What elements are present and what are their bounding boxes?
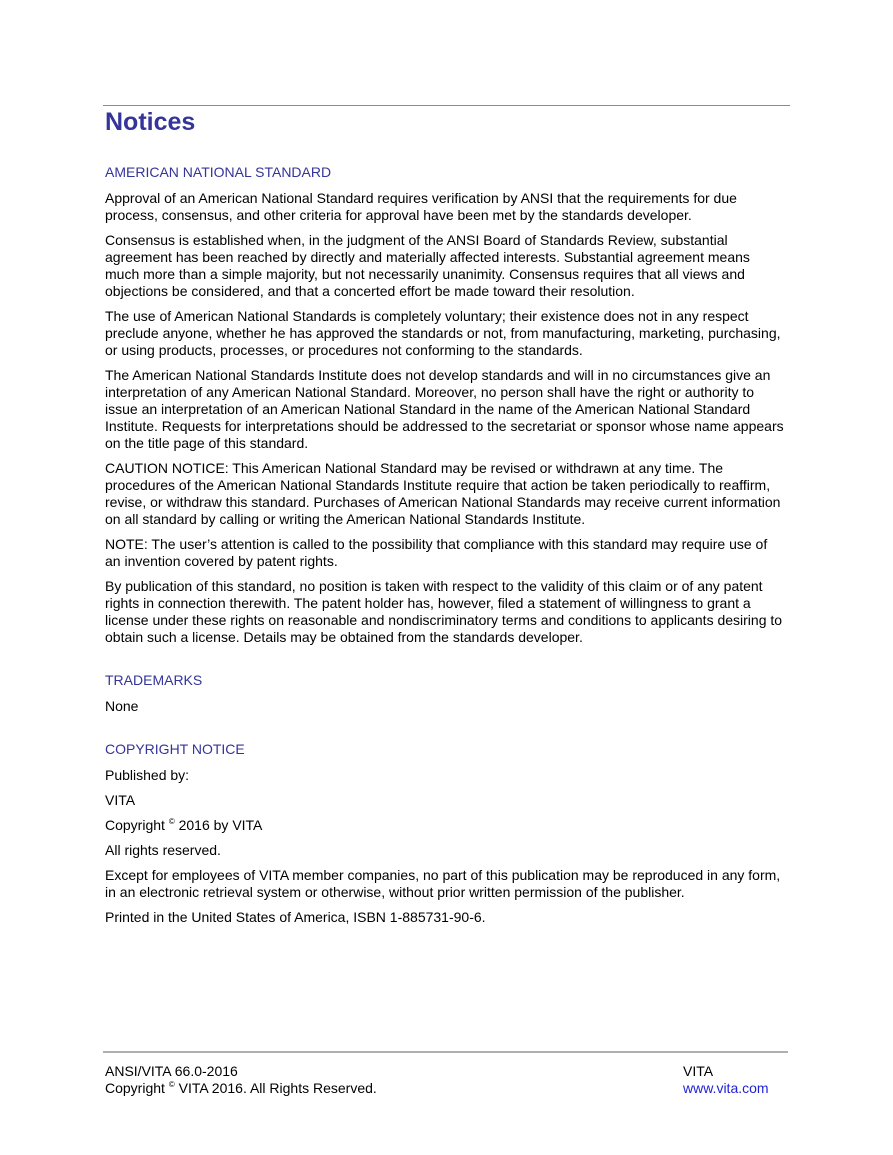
copyright-publisher: VITA xyxy=(105,792,136,808)
copyright-rights: All rights reserved. xyxy=(105,842,221,858)
footer-org: VITA xyxy=(683,1063,714,1079)
ans-paragraph-note: NOTE: The user’s attention is called to the possibility that compliance with this standard may require use of an invention covered by patent rights. xyxy=(105,536,768,569)
header-rule xyxy=(103,105,790,106)
copyright-prefix: Copyright xyxy=(105,817,169,833)
ans-paragraph-interpretation: The American National Standards Institute does not develop standards and will in no circumstances give an interpretation of any American National Standard. Moreover, no person shall have the right or authority to issue an interpretation of an American National Standard in the name of the American National Standard Institute. Requests for interpretations should be addressed to the secretariat or sponsor whose name appears on the title page of this standard. xyxy=(105,367,784,451)
footer-left xyxy=(105,1063,377,1097)
ans-paragraph-patent: By publication of this standard, no position is taken with respect to the validity of this claim or of any patent rights in connection therewith. The patent holder has, however, filed a statement of willingness to grant a license under these rights on reasonable and nondiscriminatory terms and conditions to applicants desiring to obtain such a license. Details may be obtained from the standards developer. xyxy=(105,578,783,645)
page-title: Notices xyxy=(105,108,196,136)
copyright-suffix: 2016 by VITA xyxy=(174,817,263,833)
ans-paragraph-approval: Approval of an American National Standard requires verification by ANSI that the requirements for due process, consensus, and other criteria for approval have been met by the standards developer. xyxy=(105,190,737,223)
footer-right xyxy=(683,1063,769,1097)
ans-paragraph-consensus: Consensus is established when, in the judgment of the ANSI Board of Standards Review, substantial agreement has been reached by directly and materially affected interests. Substantial agreement means much more than a simple majority, but not necessarily unanimity. Consensus requires that all views and objections be considered, and that a concerted effort be made toward their resolution. xyxy=(105,232,750,299)
copyright-line xyxy=(105,817,785,834)
footer-document-id: ANSI/VITA 66.0-2016 xyxy=(105,1063,238,1079)
footer-url-link[interactable]: www.vita.com xyxy=(683,1080,769,1096)
footer-copyright-prefix: Copyright xyxy=(105,1080,169,1096)
trademarks-text: None xyxy=(105,698,139,714)
section-heading-ans: AMERICAN NATIONAL STANDARD xyxy=(105,164,332,180)
footer-copyright-symbol: © xyxy=(168,1080,175,1089)
copyright-symbol: © xyxy=(168,817,175,826)
ans-paragraph-voluntary: The use of American National Standards is completely voluntary; their existence does not in any respect preclude anyone, whether he has approved the standards or not, from manufacturing, marketing, purchasing, or using products, processes, or procedures not conforming to the standards. xyxy=(105,308,781,358)
footer-copyright-suffix: VITA 2016. All Rights Reserved. xyxy=(174,1080,377,1096)
copyright-restriction: Except for employees of VITA member companies, no part of this publication may be reproduced in any form, in an electronic retrieval system or otherwise, without prior written permission of the publisher. xyxy=(105,867,781,900)
footer-rule xyxy=(103,1051,788,1053)
ans-paragraph-caution: CAUTION NOTICE: This American National Standard may be revised or withdrawn at any time. The procedures of the American National Standards Institute require that action be taken periodically to reaffirm, revise, or withdraw this standard. Purchases of American National Standards may receive current information on all standard by calling or writing the American National Standards Institute. xyxy=(105,460,781,527)
section-heading-copyright: COPYRIGHT NOTICE xyxy=(105,741,245,757)
copyright-printed: Printed in the United States of America, ISBN 1-885731-90-6. xyxy=(105,909,486,925)
notices-body xyxy=(105,164,785,934)
footer-copyright xyxy=(105,1080,377,1097)
copyright-published-by: Published by: xyxy=(105,767,190,783)
section-heading-trademarks: TRADEMARKS xyxy=(105,672,203,688)
